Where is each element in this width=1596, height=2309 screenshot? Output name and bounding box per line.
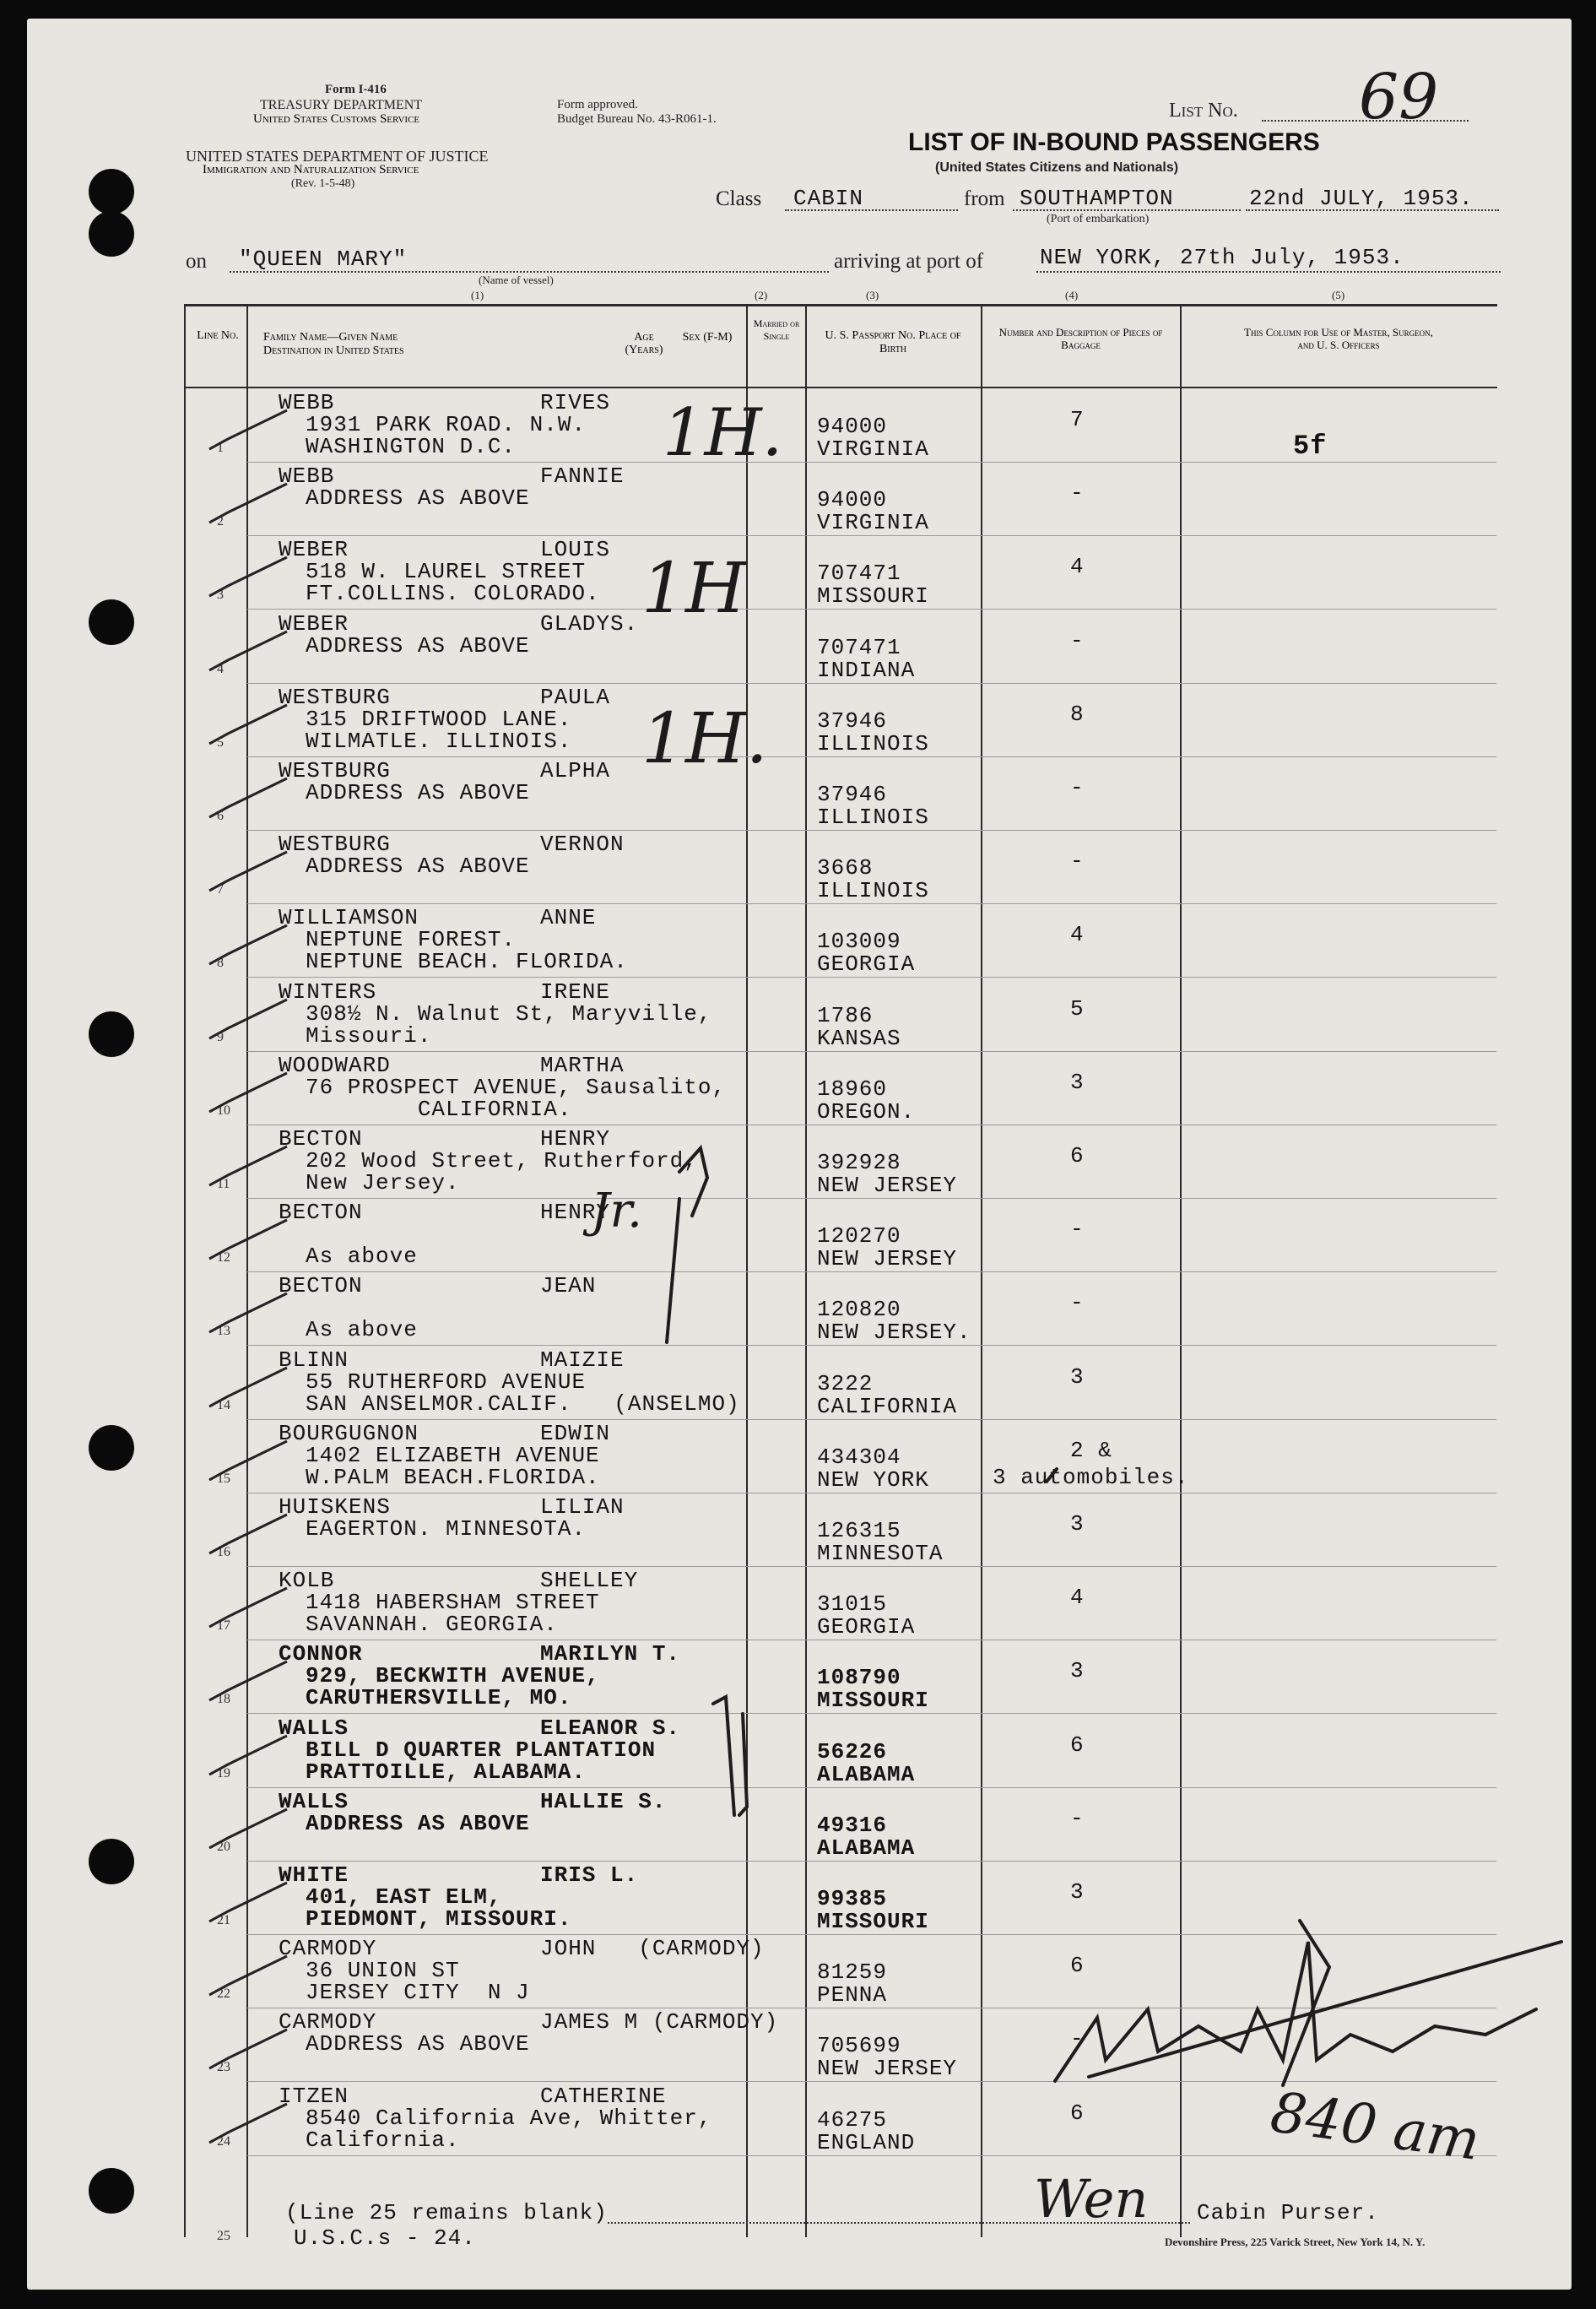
col-num-1: (1) <box>471 289 484 301</box>
baggage-count: - <box>1070 480 1085 506</box>
col-num-4: (4) <box>1065 289 1079 301</box>
tally-mark-11: Jr. <box>591 1184 642 1239</box>
passenger-given-name: LOUIS <box>540 537 611 562</box>
tally-mark-3: 1H <box>641 549 746 629</box>
form-title: LIST OF IN-BOUND PASSENGERS <box>908 128 1320 156</box>
class-label: Class <box>716 187 762 210</box>
place-of-birth: NEW JERSEY. <box>817 1320 971 1345</box>
destination-line-1: 55 RUTHERFORD AVENUE <box>306 1369 587 1395</box>
destination-line-1: ADDRESS AS ABOVE <box>306 1811 530 1836</box>
header-destination: Destination in United States <box>263 344 404 357</box>
baggage-count: - <box>1070 775 1085 800</box>
line-25-note: (Line 25 remains blank) <box>285 2200 608 2225</box>
line-number: 14 <box>217 1398 230 1412</box>
col-num-2: (2) <box>755 289 768 301</box>
destination-line-1: 1418 HABERSHAM STREET <box>306 1590 600 1615</box>
passport-number: 120820 <box>817 1297 901 1322</box>
passenger-given-name: JEAN <box>540 1273 597 1298</box>
destination-line-2: SAN ANSELMOR.CALIF. (ANSELMO) <box>306 1391 740 1417</box>
budget-bureau: Budget Bureau No. 43-R061-1. <box>557 112 717 126</box>
passenger-surname: BLINN <box>279 1347 349 1373</box>
destination-line-1: 1931 PARK ROAD. N.W. <box>306 412 587 437</box>
usc-code: U.S.C.s - 24. <box>294 2225 476 2251</box>
destination-line-2: CARUTHERSVILLE, MO. <box>306 1685 572 1710</box>
line-number: 21 <box>217 1913 230 1927</box>
passport-number: 3222 <box>817 1371 874 1396</box>
passenger-given-name: MARTHA <box>540 1053 625 1078</box>
baggage-count: 6 <box>1070 1732 1085 1758</box>
header-line-no: Line No. <box>197 329 239 342</box>
baggage-count: 4 <box>1070 1585 1085 1610</box>
passenger-given-name: HENRY <box>540 1200 611 1225</box>
header-age: Age (Years) <box>625 331 663 356</box>
destination-line-2: JERSEY CITY N J <box>306 1980 530 2005</box>
line-number: 8 <box>217 956 224 970</box>
departure-date: 22nd JULY, 1953. <box>1249 186 1474 211</box>
baggage-count: 3 <box>1070 1364 1085 1390</box>
line-number: 6 <box>217 809 224 823</box>
line-number: 15 <box>217 1472 230 1486</box>
passenger-surname: WEBER <box>279 537 349 562</box>
from-value: SOUTHAMPTON <box>1020 186 1174 211</box>
passenger-surname: BECTON <box>279 1200 363 1225</box>
ins-heading: Immigration and Naturalization Service <box>203 163 419 176</box>
destination-line-1: 929, BECKWITH AVENUE, <box>306 1663 600 1688</box>
line-number: 5 <box>217 735 224 750</box>
passport-number: 392928 <box>817 1150 901 1175</box>
place-of-birth: ILLINOIS <box>817 731 929 756</box>
passenger-surname: WESTBURG <box>279 685 391 710</box>
form-number: Form I-416 <box>325 83 387 96</box>
passenger-surname: WEBER <box>279 611 349 637</box>
passenger-surname: WILLIAMSON <box>279 905 419 930</box>
treasury-dept: TREASURY DEPARTMENT <box>260 98 423 112</box>
purser-line <box>608 2222 1190 2224</box>
passenger-given-name: IRIS L. <box>540 1862 639 1888</box>
destination-line-2: As above <box>306 1244 418 1269</box>
line-25-number: 25 <box>217 2229 230 2243</box>
passenger-surname: CARMODY <box>279 1936 377 1961</box>
passport-number: 3668 <box>817 855 874 881</box>
line-number: 12 <box>217 1250 230 1265</box>
from-label: from <box>964 187 1005 210</box>
passport-number: 81259 <box>817 1959 888 1985</box>
destination-line-2: As above <box>306 1317 418 1342</box>
destination-line-1: ADDRESS AS ABOVE <box>306 780 530 805</box>
line-number: 2 <box>217 514 224 528</box>
passenger-given-name: LILIAN <box>540 1494 625 1520</box>
place-of-birth: NEW JERSEY <box>817 1246 958 1271</box>
passport-number: 31015 <box>817 1591 888 1617</box>
place-of-birth: GEORGIA <box>817 951 916 977</box>
line-number: 9 <box>217 1030 224 1044</box>
place-of-birth: CALIFORNIA <box>817 1394 958 1419</box>
place-of-birth: PENNA <box>817 1982 888 2008</box>
on-label: on <box>186 250 207 273</box>
header-sex: Sex (F-M) <box>682 331 733 344</box>
passenger-surname: WHITE <box>279 1862 349 1888</box>
passenger-given-name: JOHN (CARMODY) <box>540 1936 765 1961</box>
baggage-count: 6 <box>1070 1143 1085 1168</box>
passenger-surname: CONNOR <box>279 1641 363 1667</box>
vessel-name: "QUEEN MARY" <box>239 247 408 272</box>
header-officers: This Column for Use of Master, Surgeon, and U. S. Officers <box>1244 326 1433 351</box>
passenger-given-name: FANNIE <box>540 463 625 489</box>
header-baggage: Number and Description of Pieces of Baggage <box>998 326 1163 351</box>
baggage-count: 6 <box>1070 1953 1085 1978</box>
line-number: 18 <box>217 1692 230 1706</box>
header-name: Family Name—Given Name <box>263 331 398 344</box>
line-number: 7 <box>217 882 224 897</box>
destination-line-1: NEPTUNE FOREST. <box>306 927 517 952</box>
place-of-birth: ALABAMA <box>817 1835 916 1861</box>
baggage-count: - <box>1070 1217 1085 1242</box>
passport-number: 705699 <box>817 2033 901 2058</box>
passenger-surname: WESTBURG <box>279 832 391 857</box>
line-number: 4 <box>217 662 224 676</box>
line-number: 13 <box>217 1324 230 1338</box>
place-of-birth: MISSOURI <box>817 583 929 609</box>
doj-heading: UNITED STATES DEPARTMENT OF JUSTICE <box>186 148 489 165</box>
place-of-birth: MISSOURI <box>817 1909 929 1934</box>
destination-line-2: WILMATLE. ILLINOIS. <box>306 729 572 754</box>
passport-number: 434304 <box>817 1444 901 1470</box>
baggage-count: - <box>1070 848 1085 874</box>
passenger-given-name: RIVES <box>540 390 611 415</box>
passport-number: 37946 <box>817 782 888 807</box>
destination-line-2: PRATTOILLE, ALABAMA. <box>306 1759 587 1785</box>
destination-line-2: CALIFORNIA. <box>306 1097 572 1122</box>
passenger-given-name: ELEANOR S. <box>540 1715 681 1741</box>
passenger-surname: WOODWARD <box>279 1053 391 1078</box>
baggage-count: 4 <box>1070 554 1085 579</box>
passenger-surname: BECTON <box>279 1126 363 1152</box>
place-of-birth: ALABAMA <box>817 1762 916 1787</box>
purser-signature: Wen <box>1034 2168 1149 2230</box>
passenger-surname: BECTON <box>279 1273 363 1298</box>
passport-number: 108790 <box>817 1665 901 1690</box>
destination-line-2: California. <box>306 2127 460 2153</box>
place-of-birth: VIRGINIA <box>817 436 929 462</box>
baggage-count: 3 <box>1070 1511 1085 1537</box>
place-of-birth: KANSAS <box>817 1026 901 1051</box>
class-value: CABIN <box>793 186 864 211</box>
passenger-surname: KOLB <box>279 1568 335 1593</box>
passenger-surname: HUISKENS <box>279 1494 391 1520</box>
line-number: 17 <box>217 1618 230 1633</box>
place-of-birth: NEW JERSEY <box>817 1173 958 1198</box>
passport-number: 18960 <box>817 1076 888 1102</box>
passport-number: 120270 <box>817 1223 901 1249</box>
baggage-count: 8 <box>1070 702 1085 727</box>
destination-line-1: EAGERTON. MINNESOTA. <box>306 1516 587 1542</box>
col-num-3: (3) <box>866 289 879 301</box>
passenger-given-name: JAMES M (CARMODY) <box>540 2009 779 2035</box>
baggage-count: 6 <box>1070 2100 1085 2126</box>
line-number: 22 <box>217 1986 230 2001</box>
place-of-birth: VIRGINIA <box>817 510 929 535</box>
officer-note: 5f <box>1293 431 1328 462</box>
destination-line-2: FT.COLLINS. COLORADO. <box>306 581 600 606</box>
baggage-count: 5 <box>1070 996 1085 1022</box>
baggage-count: 3 <box>1070 1879 1085 1905</box>
baggage-count: 3 <box>1070 1070 1085 1095</box>
passport-number: 707471 <box>817 561 901 586</box>
passenger-given-name: IRENE <box>540 979 611 1005</box>
baggage-count: - <box>1070 2026 1085 2052</box>
place-of-birth: NEW JERSEY <box>817 2056 958 2081</box>
place-of-birth: INDIANA <box>817 658 916 683</box>
passenger-surname: WESTBURG <box>279 758 391 783</box>
destination-line-1: 76 PROSPECT AVENUE, Sausalito, <box>306 1075 727 1100</box>
passenger-surname: WALLS <box>279 1789 349 1814</box>
line-number: 11 <box>217 1177 230 1191</box>
list-no-label: List No. <box>1169 100 1238 122</box>
passenger-given-name: EDWIN <box>540 1421 611 1446</box>
destination-line-2: PIEDMONT, MISSOURI. <box>306 1906 572 1932</box>
arrival-port-date: NEW YORK, 27th July, 1953. <box>1040 245 1404 270</box>
passenger-given-name: MARILYN T. <box>540 1641 681 1667</box>
passport-number: 103009 <box>817 929 901 954</box>
passenger-given-name: SHELLEY <box>540 1568 639 1593</box>
passenger-given-name: PAULA <box>540 685 611 710</box>
port-embark-caption: (Port of embarkation) <box>1047 213 1150 225</box>
destination-line-1: ADDRESS AS ABOVE <box>306 633 530 659</box>
baggage-count: - <box>1070 628 1085 653</box>
place-of-birth: ENGLAND <box>817 2130 916 2155</box>
destination-line-1: 1402 ELIZABETH AVENUE <box>306 1443 600 1468</box>
line-number: 19 <box>217 1766 230 1781</box>
passenger-surname: ITZEN <box>279 2084 349 2109</box>
passenger-surname: WEBB <box>279 463 335 489</box>
line-number: 16 <box>217 1545 230 1559</box>
destination-line-1: 401, EAST ELM, <box>306 1884 502 1910</box>
line-number: 24 <box>217 2134 230 2149</box>
passenger-surname: CARMODY <box>279 2009 377 2035</box>
destination-line-1: ADDRESS AS ABOVE <box>306 854 530 879</box>
place-of-birth: OREGON. <box>817 1099 916 1125</box>
form-approved: Form approved. <box>557 98 638 111</box>
place-of-birth: GEORGIA <box>817 1614 916 1640</box>
destination-line-1: 518 W. LAUREL STREET <box>306 559 587 584</box>
baggage-count: 3 <box>1070 1658 1085 1683</box>
baggage-count: 2 & <box>1070 1438 1112 1463</box>
passenger-given-name: MAIZIE <box>540 1347 625 1373</box>
destination-line-2: W.PALM BEACH.FLORIDA. <box>306 1465 600 1490</box>
passenger-surname: WEBB <box>279 390 335 415</box>
passport-number: 94000 <box>817 414 888 439</box>
place-of-birth: NEW YORK <box>817 1467 929 1493</box>
passport-number: 49316 <box>817 1813 888 1838</box>
destination-line-2: New Jersey. <box>306 1170 460 1195</box>
passenger-surname: WINTERS <box>279 979 377 1005</box>
list-no-value: 69 <box>1359 61 1439 133</box>
baggage-note: 3 automobiles. <box>993 1465 1189 1490</box>
revision: (Rev. 1-5-48) <box>291 177 355 190</box>
place-of-birth: ILLINOIS <box>817 805 929 830</box>
passport-number: 37946 <box>817 708 888 734</box>
form-subtitle: (United States Citizens and Nationals) <box>935 160 1179 175</box>
line-number: 3 <box>217 588 224 602</box>
place-of-birth: MISSOURI <box>817 1688 929 1713</box>
destination-line-1: 8540 California Ave, Whitter, <box>306 2106 712 2131</box>
place-of-birth: MINNESOTA <box>817 1541 944 1566</box>
destination-line-1: ADDRESS AS ABOVE <box>306 2031 530 2057</box>
printer-imprint: Devonshire Press, 225 Varick Street, New York 14, N. Y. <box>1165 2236 1426 2248</box>
destination-line-1: 36 UNION ST <box>306 1958 460 1983</box>
line-number: 10 <box>217 1103 230 1118</box>
destination-line-1: BILL D QUARTER PLANTATION <box>306 1737 657 1763</box>
signature-time: 840 am <box>1266 2079 1485 2173</box>
passenger-surname: BOURGUGNON <box>279 1421 419 1446</box>
passport-number: 46275 <box>817 2107 888 2133</box>
passport-number: 126315 <box>817 1518 901 1543</box>
passenger-given-name: GLADYS. <box>540 611 639 637</box>
baggage-count: - <box>1070 1806 1085 1831</box>
baggage-count: 7 <box>1070 407 1085 432</box>
passenger-given-name: ANNE <box>540 905 597 930</box>
header-passport: U. S. Passport No. Place of Birth <box>825 329 961 355</box>
tally-mark-5: 1H. <box>641 699 768 779</box>
line-number: 1 <box>217 441 224 455</box>
destination-line-2: WASHINGTON D.C. <box>306 434 517 459</box>
destination-line-2: Missouri. <box>306 1023 432 1049</box>
passenger-surname: WALLS <box>279 1715 349 1741</box>
destination-line-1: ADDRESS AS ABOVE <box>306 485 530 511</box>
destination-line-2: SAVANNAH. GEORGIA. <box>306 1612 558 1637</box>
destination-line-1: 308½ N. Walnut St, Maryville, <box>306 1001 712 1027</box>
arriving-label: arriving at port of <box>834 250 984 273</box>
baggage-count: - <box>1070 1290 1085 1315</box>
passport-number: 99385 <box>817 1886 888 1911</box>
passenger-given-name: HALLIE S. <box>540 1789 667 1814</box>
purser-title: Cabin Purser. <box>1197 2200 1379 2225</box>
destination-line-2: NEPTUNE BEACH. FLORIDA. <box>306 949 628 974</box>
vessel-caption: (Name of vessel) <box>479 274 554 286</box>
baggage-count: 4 <box>1070 922 1085 947</box>
destination-line-1: 202 Wood Street, Rutherford, <box>306 1148 698 1173</box>
passenger-given-name: ALPHA <box>540 758 611 783</box>
tally-mark-1: 1H. <box>663 395 783 471</box>
line-number: 23 <box>217 2060 230 2074</box>
passport-number: 94000 <box>817 487 888 512</box>
col-num-5: (5) <box>1332 289 1345 301</box>
passenger-given-name: VERNON <box>540 832 625 857</box>
destination-line-1: 315 DRIFTWOOD LANE. <box>306 707 572 732</box>
line-number: 20 <box>217 1840 230 1854</box>
place-of-birth: ILLINOIS <box>817 878 929 903</box>
passenger-given-name: CATHERINE <box>540 2084 667 2109</box>
passport-number: 707471 <box>817 635 901 660</box>
header-married: Married or Single <box>753 317 800 342</box>
passport-number: 56226 <box>817 1739 888 1764</box>
passenger-given-name: HENRY <box>540 1126 611 1152</box>
customs-service: United States Customs Service <box>253 112 420 126</box>
passport-number: 1786 <box>817 1003 874 1028</box>
